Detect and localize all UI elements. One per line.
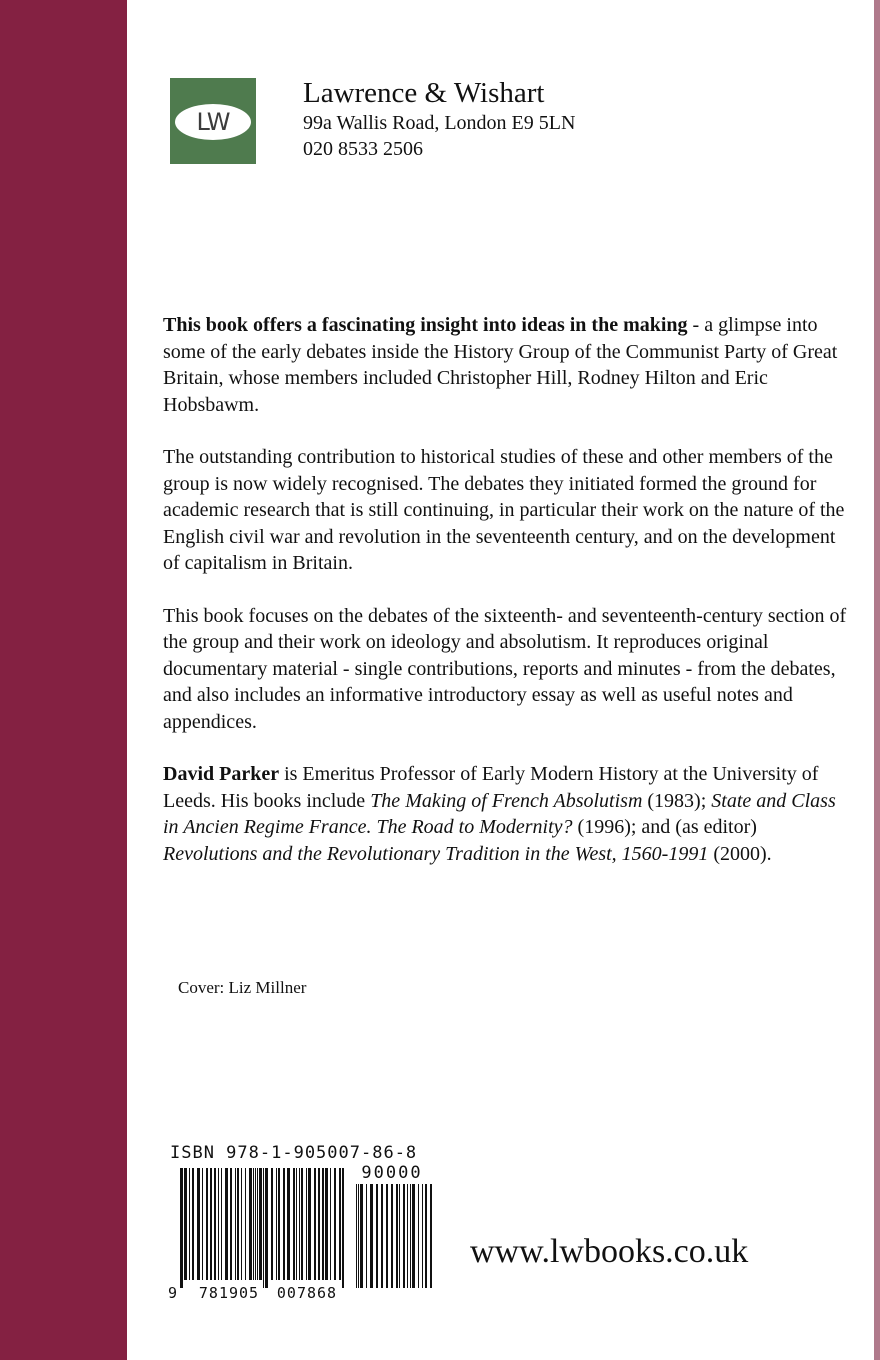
barcode-bar (235, 1168, 236, 1280)
blurb-p1-rest: - a glimpse into some of the early debates inside the History Group of the Communist Party of Great Britain, whose members included Christopher Hill, Rodney Hilton and Eric Hobsbawm. (163, 314, 838, 416)
book-year-3: (2000). (708, 842, 772, 865)
barcode-bar (278, 1168, 280, 1280)
barcode-bar (265, 1168, 268, 1288)
barcode-bar (399, 1184, 400, 1288)
barcode-bar (396, 1184, 398, 1288)
author-name: David Parker (163, 763, 280, 785)
blurb-paragraph-1 (163, 312, 853, 418)
barcode-bar (218, 1168, 219, 1280)
barcode-bar (296, 1168, 297, 1280)
barcode-bar (422, 1184, 423, 1288)
barcode-bar (206, 1168, 208, 1280)
barcode-bar (334, 1168, 336, 1280)
barcode-bar (325, 1168, 328, 1280)
book-title-3: Revolutions and the Revolutionary Tradition in the West, 1560-1991 (163, 842, 709, 865)
barcode-bar (358, 1184, 359, 1288)
blurb (163, 312, 853, 893)
barcode-bar (407, 1184, 408, 1288)
spine-band (0, 0, 127, 1360)
barcode-bar (180, 1168, 183, 1288)
publisher-address: 99a Wallis Road, London E9 5LN (303, 112, 576, 134)
barcode-bars-addon (356, 1184, 432, 1288)
publisher-name: Lawrence & Wishart (303, 77, 545, 109)
barcode-bar (283, 1168, 285, 1280)
barcode-bar (391, 1184, 393, 1288)
book-title-1: The Making of French Absolutism (370, 789, 643, 812)
book-year-2: (1996); and (as editor) (572, 816, 757, 838)
blurb-paragraph-2: The outstanding contribution to historical studies of these and other members of the group is now widely recognised. The debates they initiated formed the ground for academic research that is still continuing, in particular their work on the nature of the English civil war and revolution in the seventeenth century, and on the development of capitalism in Britain. (163, 446, 845, 574)
barcode-bar (322, 1168, 324, 1280)
barcode-bar (356, 1184, 357, 1288)
barcode-bar (255, 1168, 256, 1280)
barcode-bar (360, 1184, 363, 1288)
blurb-paragraph-3: This book focuses on the debates of the sixteenth- and seventeenth-century section of the group and their work on ideology and absolutism. It reproduces original documentary material - single contributions, reports and minutes - from the debates, and also includes an informative introductory essay as well as useful notes and appendices. (163, 604, 847, 733)
barcode-bar (425, 1184, 427, 1288)
publisher-block (303, 76, 575, 162)
barcode-bar (253, 1168, 254, 1280)
barcode-bar (221, 1168, 222, 1280)
book-year-1: (1983); (642, 789, 712, 812)
barcode-bar (342, 1168, 344, 1288)
barcode-bar (306, 1168, 307, 1280)
barcode-bar (412, 1184, 415, 1288)
barcode-bar (249, 1168, 252, 1280)
barcode-bar (214, 1168, 216, 1280)
barcode-bar (257, 1168, 258, 1280)
barcode-bar (192, 1168, 194, 1280)
cover-credit: Cover: Liz Millner (178, 978, 307, 997)
barcode-bar (225, 1168, 228, 1280)
barcode-bar (184, 1168, 187, 1280)
barcode-bar (403, 1184, 405, 1288)
author-bio-text: is Emeritus Professor of Early Modern History at the University of Leeds. His books include (163, 763, 819, 812)
isbn-label: ISBN 978-1-905007-86-8 (170, 1143, 418, 1163)
barcode-bar (241, 1168, 242, 1280)
author-bio (163, 761, 853, 867)
barcode-bar (287, 1168, 290, 1280)
publisher-logo (170, 78, 256, 164)
barcode-bar (301, 1168, 303, 1280)
barcode-bar (263, 1168, 264, 1288)
barcode-bar (259, 1168, 262, 1280)
barcode-bar (299, 1168, 300, 1280)
barcode-bar (308, 1168, 311, 1280)
barcode-bar (189, 1168, 190, 1280)
barcode-bar (210, 1168, 212, 1280)
barcode-bar (376, 1184, 378, 1288)
barcode-bar (339, 1168, 341, 1280)
publisher-phone: 020 8533 2506 (303, 138, 423, 160)
website-url[interactable]: www.lwbooks.co.uk (470, 1233, 749, 1270)
barcode-bar (330, 1168, 331, 1280)
barcode-bar (318, 1168, 320, 1280)
blurb-lead: This book offers a fascinating insight into ideas in the making (163, 314, 688, 336)
barcode-bar (245, 1168, 246, 1280)
barcode-bar (366, 1184, 367, 1288)
barcode-bar (271, 1168, 273, 1280)
barcode-bar (230, 1168, 232, 1280)
barcode-bar (237, 1168, 239, 1280)
barcode-bar (418, 1184, 419, 1288)
barcode-bar (293, 1168, 295, 1280)
right-edge-band (874, 0, 880, 1360)
logo-text: LW (196, 108, 230, 136)
barcode-bar (410, 1184, 411, 1288)
barcode-lead-digit: 9 (168, 1284, 178, 1302)
barcode-bars-main (180, 1168, 344, 1288)
barcode-bar (370, 1184, 373, 1288)
barcode-bar (197, 1168, 200, 1280)
barcode-addon-digits: 90000 (361, 1163, 423, 1183)
barcode-bar (314, 1168, 316, 1280)
barcode-bar (430, 1184, 432, 1288)
barcode-left-digits: 781905 (198, 1284, 260, 1302)
barcode-right-digits: 007868 (276, 1284, 338, 1302)
barcode (168, 1162, 440, 1302)
book-title-2: State and Class in Ancien Regime France. The Road to Modernity? (163, 789, 836, 838)
barcode-bar (202, 1168, 203, 1280)
barcode-bar (381, 1184, 383, 1288)
barcode-bar (276, 1168, 277, 1280)
barcode-bar (386, 1184, 388, 1288)
